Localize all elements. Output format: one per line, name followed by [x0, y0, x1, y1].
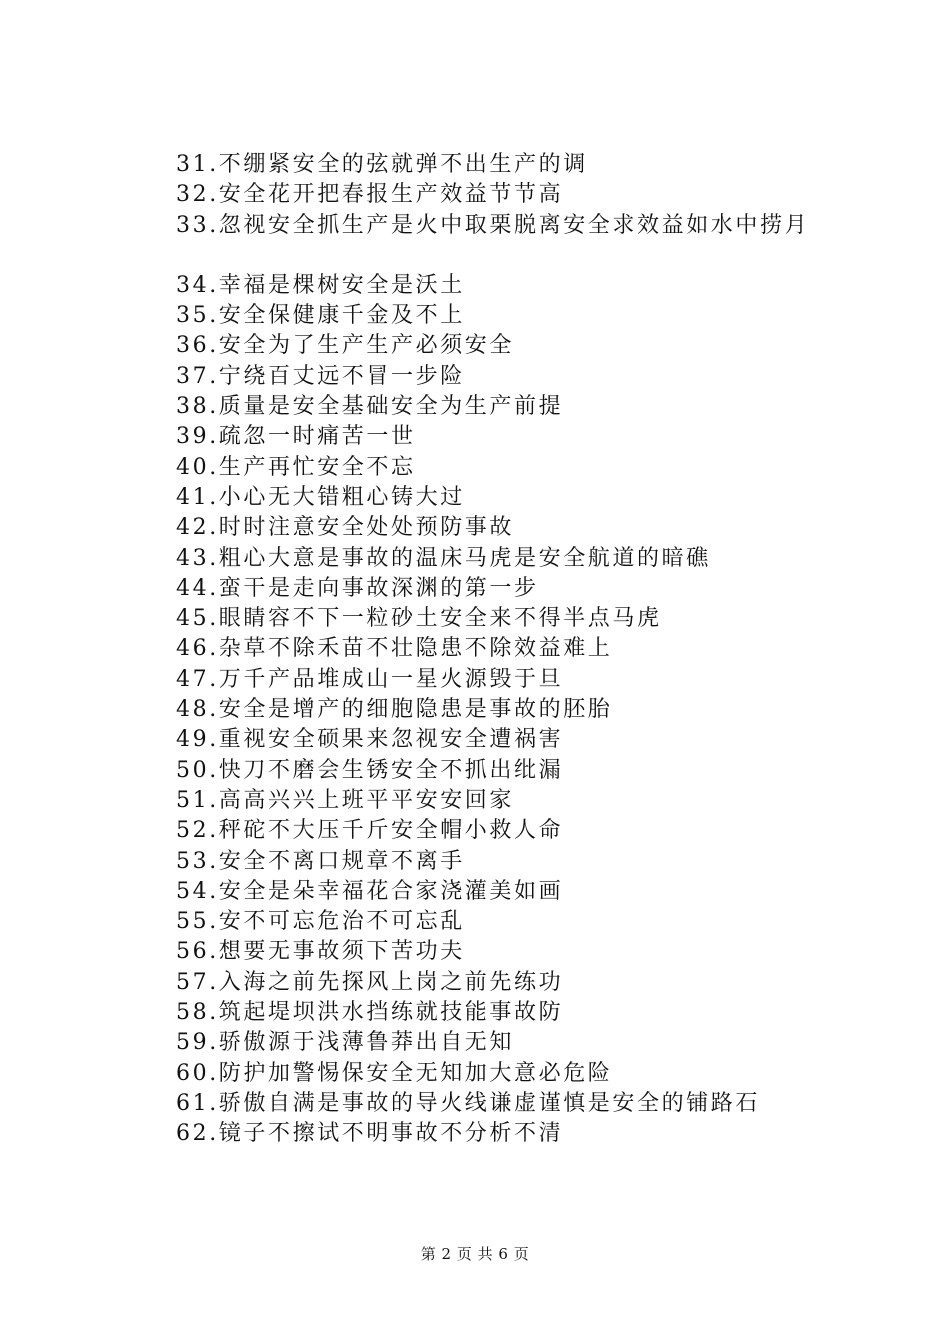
list-item: 34.幸福是棵树安全是沃土 [176, 272, 465, 298]
list-item: 62.镜子不擦试不明事故不分析不清 [176, 1121, 564, 1147]
list-item: 44.蛮干是走向事故深渊的第一步 [176, 575, 539, 601]
list-item: 39.疏忽一时痛苦一世 [176, 424, 416, 450]
list-item: 52.秤砣不大压千斤安全帽小救人命 [176, 818, 564, 844]
list-item: 60.防护加警惕保安全无知加大意必危险 [176, 1060, 613, 1086]
list-item: 42.时时注意安全处处预防事故 [176, 515, 514, 541]
list-item: 43.粗心大意是事故的温床马虎是安全航道的暗礁 [176, 545, 711, 571]
list-item: 51.高高兴兴上班平平安安回家 [176, 787, 514, 813]
list-item: 53.安全不离口规章不离手 [176, 848, 465, 874]
list-item: 35.安全保健康千金及不上 [176, 303, 465, 329]
list-item: 45.眼睛容不下一粒砂土安全来不得半点马虎 [176, 606, 662, 632]
list-item: 33.忽视安全抓生产是火中取栗脱离安全求效益如水中捞月 [176, 212, 810, 238]
page-footer: 第 2 页 共 6 页 [420, 1245, 530, 1263]
list-item: 58.筑起堤坝洪水挡练就技能事故防 [176, 1000, 564, 1026]
list-item: 40.生产再忙安全不忘 [176, 454, 416, 480]
list-item: 61.骄傲自满是事故的导火线谦虚谨慎是安全的铺路石 [176, 1090, 760, 1116]
list-item: 59.骄傲源于浅薄鲁莽出自无知 [176, 1030, 514, 1056]
list-item: 31.不绷紧安全的弦就弹不出生产的调 [176, 152, 588, 177]
list-item: 49.重视安全硕果来忽视安全遭祸害 [176, 727, 564, 753]
list-item: 37.宁绕百丈远不冒一步险 [176, 363, 465, 389]
list-item: 50.快刀不磨会生锈安全不抓出纰漏 [176, 757, 564, 783]
list-item: 46.杂草不除禾苗不壮隐患不除效益难上 [176, 636, 613, 662]
list-item: 36.安全为了生产生产必须安全 [176, 333, 514, 359]
list-item: 54.安全是朵幸福花合家浇灌美如画 [176, 878, 564, 904]
list-item: 56.想要无事故须下苦功夫 [176, 939, 465, 965]
list-item: 48.安全是增产的细胞隐患是事故的胚胎 [176, 697, 613, 723]
list-item: 41.小心无大错粗心铸大过 [176, 484, 465, 510]
list-item: 57.入海之前先探风上岗之前先练功 [176, 969, 564, 995]
list-item: 32.安全花开把春报生产效益节节高 [176, 182, 564, 208]
slogan-list [176, 150, 876, 1150]
list-item: 47.万千产品堆成山一星火源毁于旦 [176, 666, 564, 692]
list-item: 38.质量是安全基础安全为生产前提 [176, 394, 564, 420]
list-item: 55.安不可忘危治不可忘乱 [176, 909, 465, 935]
